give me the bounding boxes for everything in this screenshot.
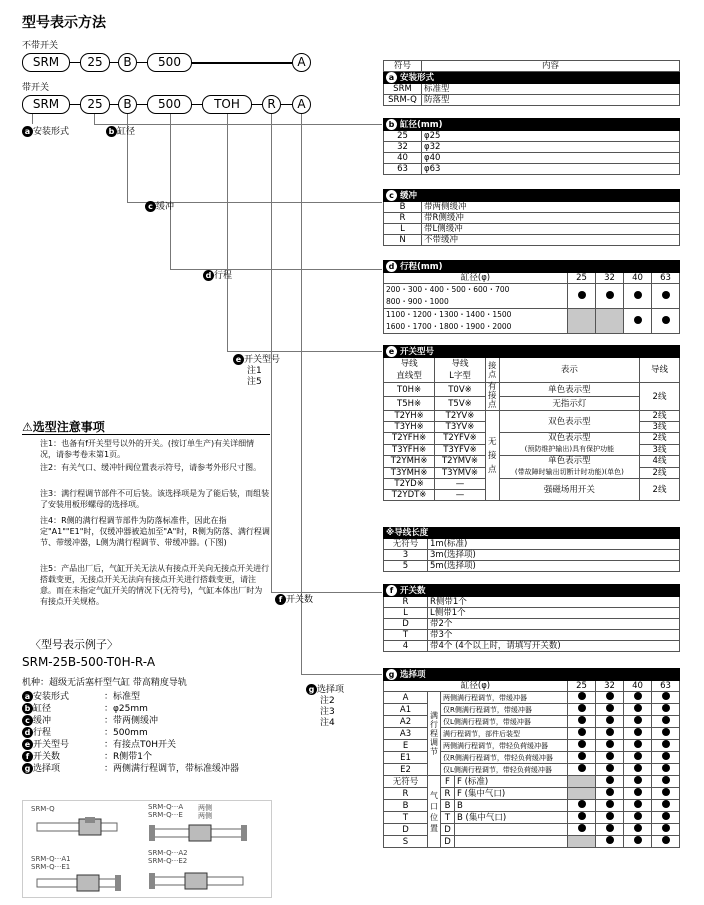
legend-e: e 开关型号 [233,352,280,365]
legend-e-note5: 注5 [247,377,262,387]
code-b-2: B [118,95,137,114]
code-bore: 25 [80,53,110,72]
row1-label: 不带开关 [22,41,59,51]
bore-table: b 缸径(mm) 25 φ25 32 φ32 40 φ40 63 φ63 [383,118,680,175]
switch-table: e 开关型号 导线 直线型 导线 L字型 接点 表示 导线 T0H※ T0V※ 有接点 单色表示型 2线 T5H※ T5V※ 无指示灯 T2YH※ T2YV※ 无接点 双色表示型 2线 T3YH※ T3YV※ 3线 T2YFH※ T2YFV※ 双色表示型 (预防维护输出)具有保护功能 2线 T3YFH※ T3YFV※ 3线 T2YMH※ T2YMV※ 单色表示型 (带故障时输出切断计时功能)(单色) 4线 T3YMH※ T3YMV※ 2线 T2YD※ — 强磁场用开关 2线 T2YDT※ — [383,345,680,501]
code-a: A [292,53,311,72]
example-title: 〈型号表示例子〉 [30,638,118,651]
code-toh: TOH [202,95,252,114]
switch-count-table: f 开关数 R R侧带1个 L L侧带1个 D 带2个 T 带3个 4 带4个 (4个以上时，请填写开关数) [383,584,680,652]
wire-length-table: ※导线长度 无符号 1m(标准) 3 3m(选择项) 5 5m(选择项) [383,527,680,572]
cylinder-diagram-2 [145,821,255,845]
note-2: 注2：有关气口、缓冲针阀位置表示符号，请参考外形尺寸图。 [40,463,262,472]
code-stroke-2: 500 [147,95,192,114]
legend-a: a 安装形式 [22,124,69,137]
figure-panel: SRM-Q SRM-Q···A 两侧 SRM-Q···E 两侧 SRM-Q···A1 SRM-Q···E1 SRM-Q···A2 SRM-Q···E2 [22,800,272,898]
options-table: g 选择项 缸径(φ) 25 32 40 63 A 满行程调节 两侧满行程调节，带缓冲器 A1 仅R侧满行程调节，带缓冲器 A2 仅L侧满行程调节，带缓冲器 A3 满行程调节，部件后装型 E 两侧满行程调节，带轻负荷缓冲器 E1 仅R侧满行程调节，带轻负荷缓冲器 E2 仅L侧满行程调节，带轻负荷缓冲器 无符号 气口位置 F F (标准) R R F (集中气口) B B B T T B (集中气口) D D S D [383,668,680,848]
legend-d: d 行程 [203,268,232,281]
cylinder-diagram-3 [29,871,129,895]
caution-title: ⚠选型注意事项 [22,420,105,434]
legend-c: c 缓冲 [145,199,174,212]
example-code: SRM-25B-500-T0H-R-A [22,655,156,669]
legend-g-note3: 注3 [320,707,335,717]
cylinder-diagram-4 [145,869,255,893]
legend-e-note1: 注1 [247,366,262,376]
code-srm-2: SRM [22,95,70,114]
code-srm: SRM [22,53,70,72]
note-3: 注3：满行程调节部件不可后装。该选择项是为了能后装，而组装了安装用板形螺母的选择项。 [40,489,270,509]
row2-label: 带开关 [22,83,50,93]
example-list: a 安装形式 ：标准型 b 缸径 ：φ25mm c 缓冲 ：带两侧缓冲 d 行程 ：500mm e 开关型号 ：有接点T0H开关 f 开关数 ：R侧带1个 g 选择项 ：两侧满行程调节，带标准缓冲器 [22,689,272,773]
cushion-table: c 缓冲 B 带两侧缓冲 R 带R侧缓冲 L 带L侧缓冲 N 不带缓冲 [383,189,680,246]
note-4: 注4：R侧的满行程调节部件为防落标准件，因此在指定"A1""E1"时，仅缓冲器被追加至"A"时，R侧为防落、满行程调节、带缓冲器，L侧为满行程调节、带缓冲器。(下图) [40,516,270,547]
cylinder-diagram-1 [29,815,129,839]
legend-b: b 缸径 [106,124,135,137]
note-1: 注1：也备有f开关型号以外的开关。(按订单生产)有关详细情况，请参考卷末第1页。 [40,439,255,459]
legend-g-note4: 注4 [320,718,335,728]
stroke-table: d 行程(mm) 缸径(φ) 25 32 40 63 200・300・400・500・600・700 800・900・1000 1100・1200・1300・1400・1500 1600・1700・1800・1900・2000 [383,260,680,334]
example-desc: 机种：超级无活塞杆型气缸 带高精度导轨 [22,678,187,688]
code-r: R [262,95,281,114]
code-stroke: 500 [147,53,192,72]
code-a-2: A [292,95,311,114]
legend-f: f 开关数 [275,592,313,605]
note-5: 注5：产品出厂后，气缸开关无法从有接点开关向无接点开关进行搭载变更，无接点开关无法向有接点开关进行搭载变更，请注意。而在未指定气缸开关的情况下(无符号)，气缸本体出厂时为有接点开关规格。 [40,564,270,606]
mount-table: 符号 内容 a 安装形式 SRM 标准型 SRM-Q 防落型 [383,60,680,106]
code-bore-2: 25 [80,95,110,114]
legend-g: g 选择项 [306,682,344,695]
legend-g-note2: 注2 [320,696,335,706]
warning-icon: ⚠ [22,420,33,434]
page-title: 型号表示方法 [22,15,106,31]
code-b: B [118,53,137,72]
